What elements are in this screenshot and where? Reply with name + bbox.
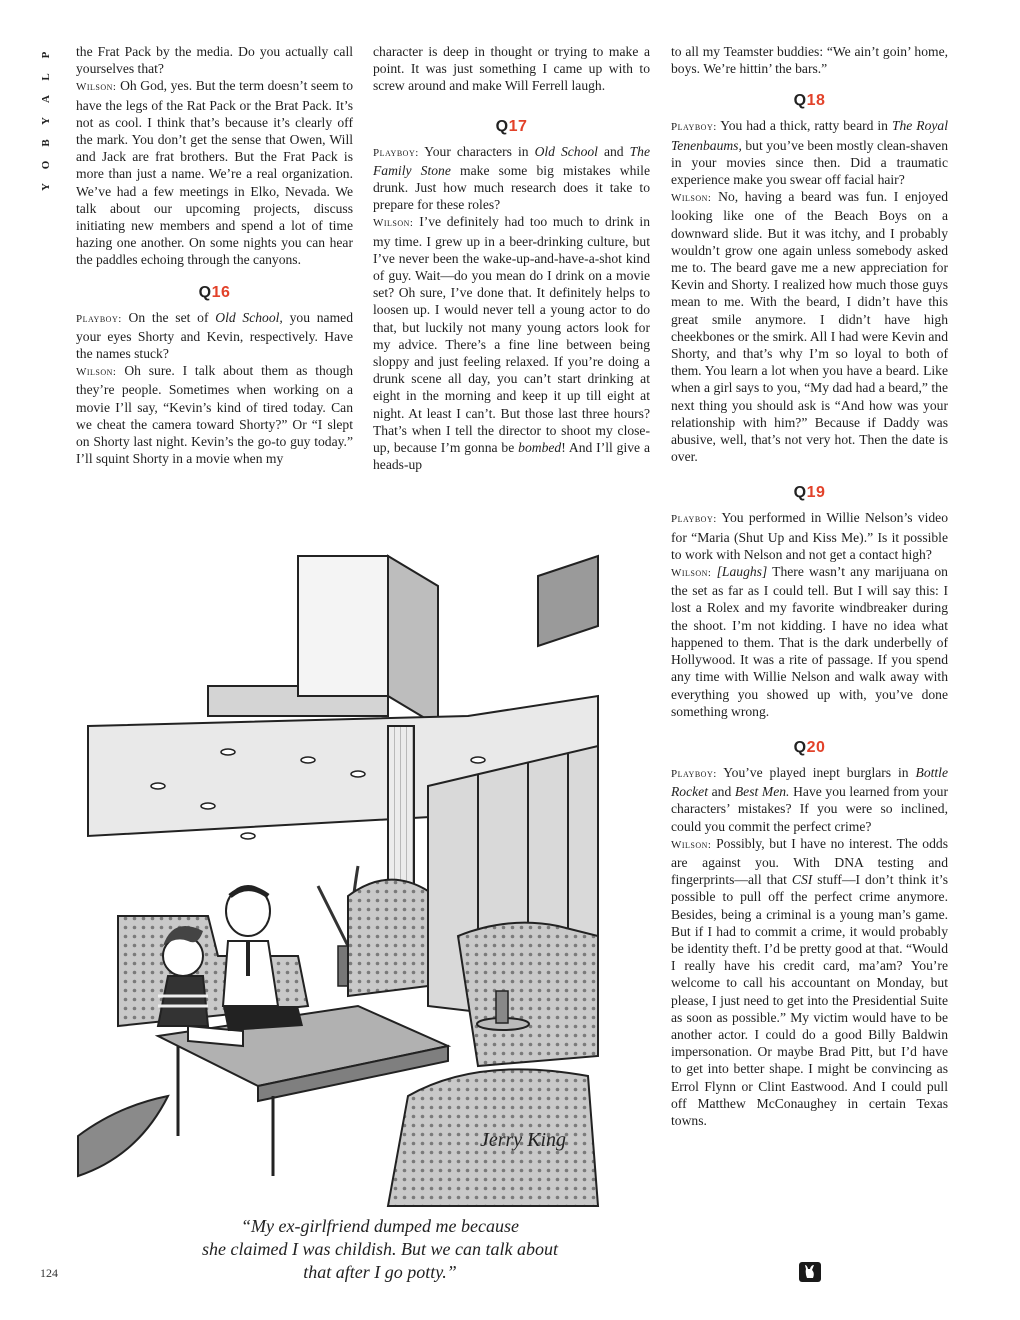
paragraph: Playboy: On the set of Old School, you named your eyes Shorty and Kevin, respectively. Have the names stuck? — [76, 309, 353, 362]
paragraph: Playboy: You’ve played inept burglars in Bottle Rocket and Best Men. Have you learned from your characters’ mistakes? If you were so inclined, could you commit the perfect crime? — [671, 764, 949, 834]
column-2 — [373, 43, 650, 473]
paragraph: Playboy: You had a thick, ratty beard in The Royal Tenenbaums, but you’ve been mostly clean-shaven in your movies since then. Did a traumatic experience make you swear off facial hair? — [671, 118, 948, 188]
continued-question: the Frat Pack by the media. Do you actually call yourselves that? — [76, 44, 353, 77]
answer-text: Oh sure. I talk about them as though they’re people. Sometimes when working on a movie I’ll say, “Kevin’s kind of tired today. Can we cheat the camera toward Shorty?” Or “I slept on Shorty last night. Kevin’s the go-to guy today.” I’ll squint Shorty in a movie when my — [76, 363, 353, 467]
rail-letter: Y — [40, 117, 52, 125]
speaker-tag: Playboy: — [76, 312, 122, 325]
paragraph — [76, 362, 353, 467]
page-number: 124 — [40, 1266, 58, 1280]
speaker-tag: Wilson: — [373, 217, 414, 230]
film-title: Bottle Rocket — [671, 764, 948, 800]
column-1 — [76, 43, 353, 467]
question-heading-17: Q17 — [495, 117, 528, 135]
paragraph: Wilson: Possibly, but I have no interest. The odds are against you. With DNA testing and fingerprints—all that CSI stuff—I don’t think it’s possible to pull off the perfect crime anymore. Besides, being a criminal is a young man’s game. But if I had to commit a crime, it would probably be identity theft. I’d be pretty good at that. “Would I really have his credit card, ma’am? You’re welcome to call his accountant on Monday, but please, I just need to get into the Presidential Suite as soon as possible.” My victim would have to be another actor. I could do a good Billy Baldwin impersonation. Or maybe Brad Pitt, but I’d have to get into better shape. I might be convincing as Errol Flynn or Clint Eastwood. And I could pull off Matthew McConaughey in certain Texas towns. — [671, 835, 948, 1128]
rail-letter: A — [40, 95, 52, 103]
caption-line: that after I go potty.” — [303, 1262, 457, 1282]
speaker-tag: Wilson: — [671, 567, 712, 580]
rail-letter: B — [40, 139, 52, 147]
cartoon-caption — [120, 1215, 640, 1284]
paragraph: Playboy: You performed in Willie Nelson’s video for “Maria (Shut Up and Kiss Me).” Is it possible to work with Nelson and not get a contact high? — [671, 510, 948, 562]
speaker-tag: Playboy: — [671, 121, 717, 134]
rail-letter: P — [40, 51, 52, 59]
paragraph — [76, 43, 353, 77]
speaker-tag: Wilson: — [76, 366, 117, 379]
rail-letter: Y — [40, 183, 52, 191]
paragraph: to all my Teamster buddies: “We ain’t goin’ home, boys. We’re hittin’ the bars.” — [671, 44, 948, 77]
magazine-name-rail — [39, 44, 53, 198]
rail-letter: L — [40, 73, 52, 81]
film-title: The Royal Tenenbaums, — [671, 118, 948, 153]
paragraph: Playboy: Your characters in Old School and The Family Stone make some big mistakes while drunk. Just how much research does it take to prepare for these roles? — [373, 143, 650, 213]
film-title: Old School, — [215, 309, 283, 325]
cartoon-illustration — [58, 536, 606, 1210]
film-title: Best Men. — [734, 784, 790, 800]
speaker-tag: Playboy: — [373, 146, 419, 159]
caption-line: she claimed I was childish. But we can talk about — [202, 1239, 558, 1259]
speaker-tag: Wilson: — [671, 838, 712, 851]
rail-letter: O — [40, 160, 52, 170]
column-3 — [671, 43, 948, 1129]
paragraph: character is deep in thought or trying to make a point. It was just something I came up with to screw around and make Will Ferrell laugh. — [373, 44, 650, 94]
speaker-tag: Playboy: — [671, 767, 717, 780]
answer-text: Oh God, yes. But the term doesn’t seem to have the legs of the Rat Pack or the Brat Pack. It’s not as cool. I think that’s because it’s clearly off the mark. You don’t get the sense that Owen, Will and Jack are frat brothers. But the Frat Pack is more than just a name. We’re a real organization. We’ve had a few meetings in Elko, Nevada. We talk about our upcoming projects, discuss initiating new members and spend a lot of time hazing one another. On some nights you can hear the paddles echoing through the canyons. — [76, 78, 353, 268]
question-heading-20: Q20 — [793, 738, 826, 756]
film-title: Old School — [534, 143, 598, 159]
bunny-logo-icon — [799, 1262, 821, 1282]
paragraph: Wilson: No, having a beard was fun. I enjoyed looking like one of the Beach Boys on a downward slide. But it was itchy, and I probably wouldn’t grow one again unless somebody asked me to. The beard gave me a new appreciation for Kevin and Shorty. I realized how much those guys mean to me. With the beard, I didn’t have this great smile anymore. I didn’t have high cheekbones or the smirk. All I had were Kevin and Shorty, and that’s why I’m so loyal to both of them. You learn a lot when you have a beard. Like when a girl says to you, “My dad had a beard,” the next thing you should ask is “And how was your relationship with him?” Because if Daddy was abusive, well, that’s not very hot. Then the date is over. — [671, 189, 948, 465]
paragraph: Wilson: I’ve definitely had too much to drink in my time. I grew up in a beer-drinking culture, but I’ve never been the wake-up-and-have-a-shot kind of guy. Wait—do you mean do I drink on a movie set? Oh sure, I’ve done that. It definitely helps to loosen up. I would never tell a young actor to do that, but luckily not many young actors look for my advice. There’s a fine line between being sloppy and just feeling relaxed. If you’re doing a drunk scene all day, you can’t start drinking at eight in the morning and keep it up till eight at night. At least I can’t. But those last three hours? That’s when I tell the director to shoot my close-up, because I’m gonna be bombed! And I’ll give a heads-up — [373, 214, 651, 473]
paragraph: Wilson: [Laughs] There wasn’t any marijuana on the set as far as I could tell. But I will say this: I lost a Rolex and my favorite windbreaker during the shoot. I’m not kidding. I have no idea what happened to them. That is the dark underbelly of Hollywood. It was a rite of passage. If you spend any time with Willie Nelson and walk away with everything you showed up with, you’ve done something wrong. — [671, 564, 948, 719]
speaker-tag: Playboy: — [671, 513, 717, 526]
speaker-tag: Wilson: — [76, 81, 117, 94]
caption-line: “My ex-girlfriend dumped me because — [241, 1216, 519, 1236]
question-heading-18: Q18 — [793, 92, 826, 110]
question-heading-16: Q16 — [198, 283, 231, 301]
question-heading-19: Q19 — [793, 484, 826, 502]
artist-signature: Jerry King — [479, 1129, 567, 1151]
paragraph — [76, 77, 353, 268]
speaker-tag: Wilson: — [671, 192, 712, 205]
film-title: The Family Stone — [373, 143, 650, 178]
